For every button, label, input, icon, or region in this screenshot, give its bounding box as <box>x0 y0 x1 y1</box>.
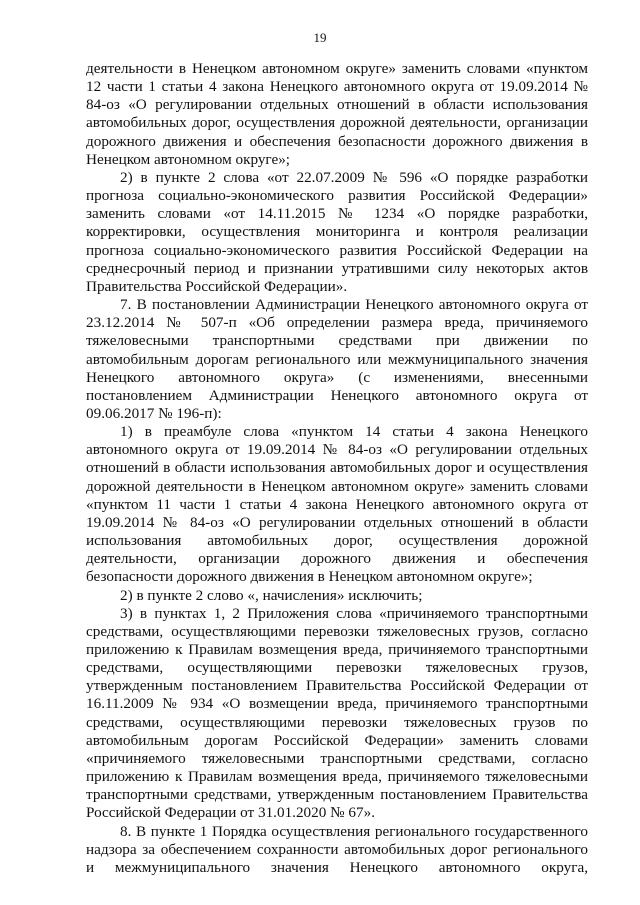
paragraph-item-2-exclude: 2) в пункте 2 слово «, начисления» исключить; <box>120 586 423 604</box>
paragraph-section-7: 7. В постановлении Администрации Ненецкого автономного округа от 23.12.2014 № 507-п «Об определении размера вреда, причиняемого тяжеловесными транспортными средствами при движении по автомобильным дорогам регионального или межмуниципального значения Ненецкого автономного округа» (с изменениями, внесенными постановлением Администрации Ненецкого автономного округа от 09.06.2017 № 196-п): <box>86 296 588 422</box>
paragraph-item-3: 3) в пунктах 1, 2 Приложения слова «причиняемого транспортными средствами, осуществляющими перевозки тяжеловесных грузов, согласно приложению к Правилам возмещения вреда, причиняемого транспортными средствами, осуществляющими перевозки тяжеловесных грузов, утвержденным постановлением Правительства Российской Федерации от 16.11.2009 № 934 «О возмещении вреда, причиняемого транспортными средствами, осуществляющими перевозки тяжеловесных грузов по автомобильным дорогам Российской Федерации» заменить словами «причиняемого тяжеловесными транспортными средствами, согласно приложению к Правилам возмещения вреда, причиняемого тяжеловесными транспортными средствами, утвержденным постановлением Правительства Российской Федерации от 31.01.2020 № 67». <box>86 604 588 822</box>
paragraph-section-8: 8. В пункте 1 Порядка осуществления регионального государственного надзора за обеспечением сохранности автомобильных дорог регионального и межмуниципального значения Ненецкого автономного округа, <box>86 822 588 876</box>
document-body <box>86 60 588 877</box>
paragraph-item-2: 2) в пункте 2 слова «от 22.07.2009 № 596 «О порядке разработки прогноза социально-экономического развития Российской Федерации» заменить словами «от 14.11.2015 № 1234 «О порядке разработки, корректировки, осуществления мониторинга и контроля реализации прогноза социально-экономического развития Российской Федерации на среднесрочный период и признании утратившими силу некоторых актов Правительства Российской Федерации». <box>86 168 588 295</box>
page-number: 19 <box>313 30 327 45</box>
paragraph-continuation: деятельности в Ненецком автономном округе» заменить словами «пунктом 12 части 1 статьи 4 закона Ненецкого автономного округа от 19.09.2014 № 84-оз «О регулировании отдельных отношений в области использования автомобильных дорог, осуществления дорожной деятельности, организации дорожного движения и обеспечения безопасности дорожного движения в Ненецком автономном округе»; <box>86 60 588 168</box>
paragraph-item-1: 1) в преамбуле слова «пунктом 14 статьи 4 закона Ненецкого автономного округа от 19.09.2014 № 84-оз «О регулировании отдельных отношений в области использования автомобильных дорог и осуществления дорожной деятельности в Ненецком автономном округе» заменить словами «пунктом 11 части 1 статьи 4 закона Ненецкого автономного округа от 19.09.2014 № 84-оз «О регулировании отдельных отношений в области использования автомобильных дорог, осуществления дорожной деятельности, организации дорожного движения и обеспечения безопасности дорожного движения в Ненецком автономном округе»; <box>86 423 588 586</box>
